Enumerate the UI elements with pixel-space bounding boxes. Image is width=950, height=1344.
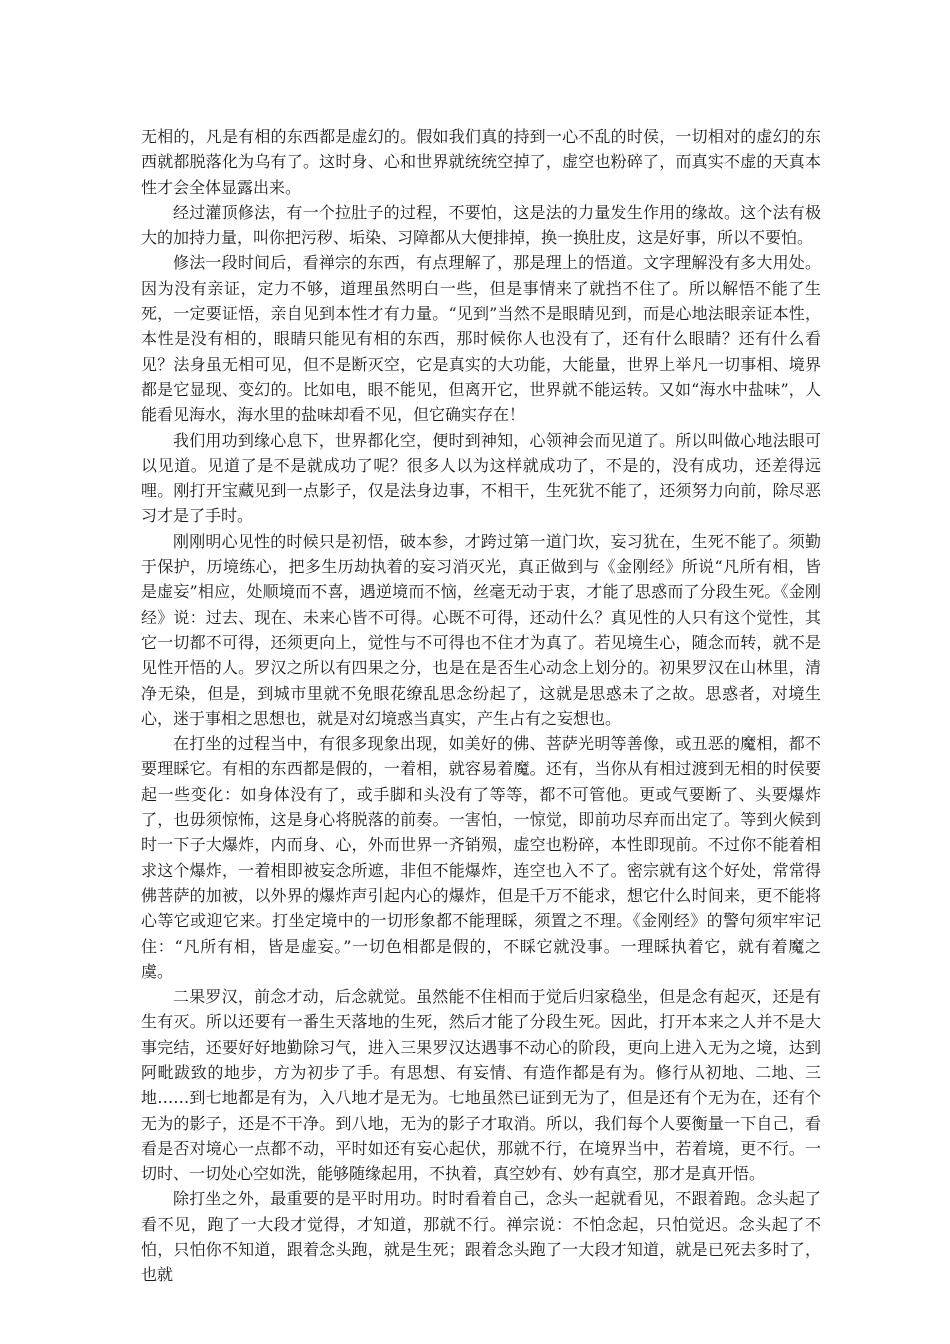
- paragraph-7: 二果罗汉，前念才动，后念就觉。虽然能不住相而于觉后归家稳坐，但是念有起灭，还是有生有灭。所以还要有一番生天落地的生死，然后才能了分段生死。因此，打开本来之人并不是大事完结，还要好好地勤除习气，进入三果罗汉达遇事不动心的阶段，更向上进入无为之境，达到阿毗跋致的地步，方为初步了手。有思想、有妄情、有造作都是有为。修行从初地、二地、三地……到七地都是有为，入八地才是无为。七地虽然已证到无为了，但是还有个无为在，还有个无为的影子，还是不干净。到八地，无为的影子才取消。所以，我们每个人要衡量一下自己，看看是否对境心一点都不动，平时如还有妄心起伏，那就不行，在境界当中，若着境，更不行。一切时、一切处心空如洗，能够随缘起用，不执着，真空妙有、妙有真空，那才是真开悟。: [141, 987, 821, 1184]
- paragraph-2: 经过灌顶修法，有一个拉肚子的过程，不要怕，这是法的力量发生作用的缘故。这个法有极大的加持力量，叫你把污秽、垢染、习障都从大便排掉，换一换肚皮，这是好事，所以不要怕。: [141, 202, 821, 248]
- paragraph-4: 我们用功到缘心息下，世界都化空，便时到神知，心领神会而见道了。所以叫做心地法眼可以见道。见道了是不是就成功了呢？很多人以为这样就成功了，不是的，没有成功，还差得远哩。刚打开宝藏见到一点影子，仅是法身边事，不相干，生死犹不能了，还须努力向前，除尽恶习才是了手时。: [141, 430, 821, 526]
- paragraph-5: 刚刚明心见性的时候只是初悟，破本参，才跨过第一道门坎，妄习犹在，生死不能了。须勤于保护，历境练心，把多生历劫执着的妄习消灭光，真正做到与《金刚经》所说“凡所有相，皆是虚妄”相应，处顺境而不喜，遇逆境而不恼，丝毫无动于衷，才能了思惑而了分段生死。《金刚经》说：过去、现在、未来心皆不可得。心既不可得，还动什么？真见性的人只有这个觉性，其它一切都不可得，还须更向上，觉性与不可得也不住才为真了。若见境生心，随念而转，就不是见性开悟的人。罗汉之所以有四果之分，也是在是否生心动念上划分的。初果罗汉在山林里，清净无染，但是，到城市里就不免眼花缭乱思念纷起了，这就是思惑未了之故。思惑者，对境生心，迷于事相之思想也，就是对幻境惑当真实，产生占有之妄想也。: [141, 531, 821, 728]
- paragraph-8: 除打坐之外，最重要的是平时用功。时时看着自己，念头一起就看见，不跟着跑。念头起了看不见，跑了一大段才觉得，才知道，那就不行。禅宗说：不怕念起，只怕觉迟。念头起了不怕，只怕你不知道，跟着念头跑，就是生死；跟着念头跑了一大段才知道，就是已死去多时了，也就: [141, 1189, 821, 1285]
- body-text: [141, 124, 821, 1288]
- paragraph-6: 在打坐的过程当中，有很多现象出现，如美好的佛、菩萨光明等善像，或丑恶的魔相，都不要理睬它。有相的东西都是假的，一着相，就容易着魔。还有，当你从有相过渡到无相的时侯要起一些变化：如身体没有了，或手脚和头没有了等等，都不可管他。更或气要断了、头要爆炸了，也毋须惊怖，这是身心将脱落的前奏。一害怕，一惊觉，即前功尽弃而出定了。等到火候到时一下子大爆炸，内而身、心，外而世界一齐销殒，虚空也粉碎，本性即现前。不过你不能着相求这个爆炸，一着相即被妄念所遮，非但不能爆炸，连空也入不了。密宗就有这个好处，常常得佛菩萨的加被，以外界的爆炸声引起内心的爆炸，但是千万不能求，想它什么时间来，更不能将心等它或迎它来。打坐定境中的一切形象都不能理睬，须置之不理。《金刚经》的警句须牢牢记住：“凡所有相，皆是虚妄。”一切色相都是假的，不睬它就没事。一理睬执着它，就有着魔之虞。: [141, 734, 821, 981]
- paragraph-1: 无相的，凡是有相的东西都是虚幻的。假如我们真的持到一心不乱的时侯，一切相对的虚幻的东西就都脱落化为乌有了。这时身、心和世界就统统空掉了，虚空也粉碎了，而真实不虚的天真本性才会全体显露出来。: [141, 127, 821, 197]
- paragraph-3: 修法一段时间后，看禅宗的东西，有点理解了，那是理上的悟道。文字理解没有多大用处。因为没有亲证，定力不够，道理虽然明白一些，但是事情来了就挡不住了。所以解悟不能了生死，一定要证悟，亲自见到本性才有力量。“见到”当然不是眼睛见到，而是心地法眼亲证本性，本性是没有相的，眼睛只能见有相的东西，那时候你人也没有了，还有什么眼睛？还有什么看见？法身虽无相可见，但不是断灭空，它是真实的大功能，大能量，世界上举凡一切事相、境界都是它显现、变幻的。比如电，眼不能见，但离开它，世界就不能运转。又如“海水中盐味”，人能看见海水，海水里的盐味却看不见，但它确实存在！: [141, 253, 821, 425]
